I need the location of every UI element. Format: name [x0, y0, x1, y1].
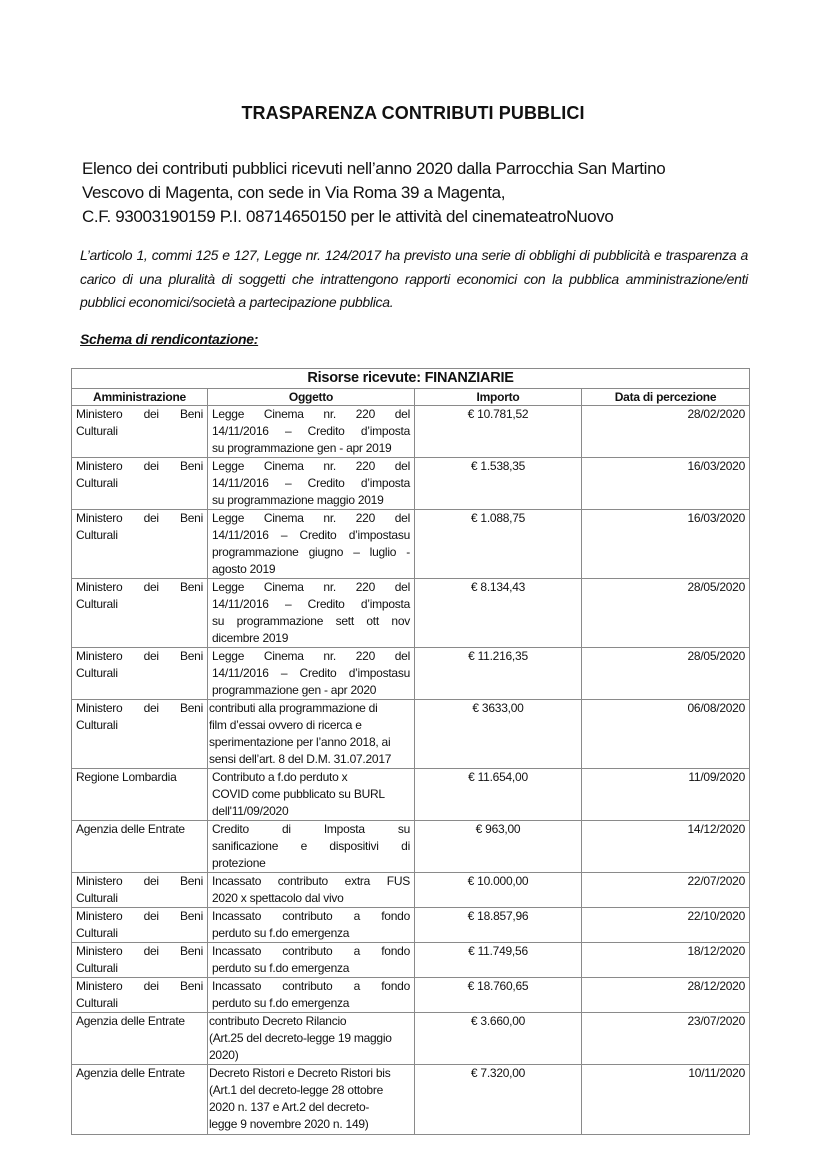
cell-amministrazione: Ministero dei Beni Culturali [72, 458, 208, 510]
table-row [72, 943, 750, 978]
cell-importo: € 963,00 [415, 821, 582, 873]
oggetto-line: 2020) [209, 1048, 239, 1062]
cell-importo: € 10.781,52 [415, 406, 582, 458]
table-row [72, 908, 750, 943]
oggetto-line: Legge Cinema nr. 220 del [212, 649, 410, 663]
cell-amministrazione: Ministero dei Beni Culturali [72, 943, 208, 978]
oggetto-line: 14/11/2016 – Credito d’impostasu [212, 666, 410, 680]
cell-importo: € 11.749,56 [415, 943, 582, 978]
document-title: TRASPARENZA CONTRIBUTI PUBBLICI [241, 103, 585, 123]
oggetto-line: programmazione giugno – luglio - [212, 545, 410, 559]
oggetto-line: legge 9 novembre 2020 n. 149) [209, 1117, 369, 1131]
oggetto-line: agosto 2019 [212, 562, 276, 576]
schema-heading: Schema di rendicontazione: [80, 331, 259, 347]
cell-amministrazione: Regione Lombardia [72, 769, 208, 821]
cell-amministrazione: Ministero dei Beni Culturali [72, 978, 208, 1013]
table-row [72, 769, 750, 821]
column-header-importo: Importo [415, 389, 582, 406]
table-row [72, 406, 750, 458]
oggetto-line: contributo Decreto Rilancio [209, 1014, 347, 1028]
cell-oggetto [208, 1013, 415, 1065]
oggetto-line: 14/11/2016 – Credito d’imposta [212, 597, 410, 611]
cell-amministrazione: Ministero dei Beni Culturali [72, 579, 208, 648]
oggetto-line: Contributo a f.do perduto x [212, 770, 348, 784]
oggetto-line: programmazione gen - apr 2020 [212, 683, 377, 697]
cell-data-percezione: 16/03/2020 [582, 458, 750, 510]
cell-data-percezione: 11/09/2020 [582, 769, 750, 821]
table-row [72, 1065, 750, 1135]
intro-line: Vescovo di Magenta, con sede in Via Roma 39 a Magenta, [82, 183, 506, 202]
oggetto-line: 2020 x spettacolo dal vivo [212, 891, 344, 905]
cell-oggetto [208, 943, 415, 978]
oggetto-line: Legge Cinema nr. 220 del [212, 580, 410, 594]
oggetto-line: 14/11/2016 – Credito d’imposta [212, 424, 410, 438]
cell-amministrazione: Ministero dei Beni Culturali [72, 406, 208, 458]
cell-oggetto [208, 648, 415, 700]
table-row [72, 978, 750, 1013]
cell-data-percezione: 06/08/2020 [582, 700, 750, 769]
oggetto-line: protezione [212, 856, 266, 870]
cell-oggetto [208, 769, 415, 821]
table-row [72, 648, 750, 700]
cell-amministrazione: Agenzia delle Entrate [72, 1065, 208, 1135]
cell-data-percezione: 23/07/2020 [582, 1013, 750, 1065]
oggetto-line: 2020 n. 137 e Art.2 del decreto- [209, 1100, 370, 1114]
oggetto-line: dell'11/09/2020 [212, 804, 289, 818]
cell-importo: € 3633,00 [415, 700, 582, 769]
oggetto-line: Incassato contributo a fondo [212, 909, 410, 923]
cell-importo: € 7.320,00 [415, 1065, 582, 1135]
oggetto-line: 14/11/2016 – Credito d’imposta [212, 476, 410, 490]
cell-data-percezione: 28/02/2020 [582, 406, 750, 458]
cell-data-percezione: 28/12/2020 [582, 978, 750, 1013]
cell-oggetto [208, 406, 415, 458]
cell-data-percezione: 14/12/2020 [582, 821, 750, 873]
intro-line: Elenco dei contributi pubblici ricevuti nell’anno 2020 dalla Parrocchia San Martino [82, 159, 666, 178]
cell-data-percezione: 22/10/2020 [582, 908, 750, 943]
cell-importo: € 11.654,00 [415, 769, 582, 821]
oggetto-line: film d’essai ovvero di ricerca e [209, 718, 362, 732]
cell-oggetto [208, 821, 415, 873]
cell-data-percezione: 28/05/2020 [582, 648, 750, 700]
cell-amministrazione: Ministero dei Beni Culturali [72, 873, 208, 908]
cell-oggetto [208, 1065, 415, 1135]
oggetto-line: dicembre 2019 [212, 631, 289, 645]
oggetto-line: sperimentazione per l’anno 2018, ai [209, 735, 391, 749]
cell-importo: € 1.538,35 [415, 458, 582, 510]
cell-oggetto [208, 510, 415, 579]
cell-amministrazione: Ministero dei Beni Culturali [72, 648, 208, 700]
oggetto-line: su programmazione sett ott nov [212, 614, 410, 628]
cell-amministrazione: Ministero dei Beni Culturali [72, 700, 208, 769]
oggetto-line: Incassato contributo a fondo [212, 944, 410, 958]
cell-amministrazione: Agenzia delle Entrate [72, 821, 208, 873]
cell-amministrazione: Ministero dei Beni Culturali [72, 510, 208, 579]
table-row [72, 873, 750, 908]
cell-data-percezione: 18/12/2020 [582, 943, 750, 978]
table-row [72, 510, 750, 579]
cell-amministrazione: Ministero dei Beni Culturali [72, 908, 208, 943]
oggetto-line: perduto su f.do emergenza [212, 926, 350, 940]
oggetto-line: perduto su f.do emergenza [212, 996, 350, 1010]
table-body [72, 406, 750, 1135]
oggetto-line: (Art.25 del decreto-legge 19 maggio [209, 1031, 392, 1045]
cell-importo: € 18.857,96 [415, 908, 582, 943]
legal-paragraph: L’articolo 1, commi 125 e 127, Legge nr. 124/2017 ha previsto una serie di obblighi di pubblicità e trasparenza a carico di una pluralità di soggetti che intrattengono rapporti economici con la pubblica amministrazione/enti pubblici economici/società a partecipazione pubblica. [80, 247, 748, 310]
oggetto-line: Decreto Ristori e Decreto Ristori bis [209, 1066, 391, 1080]
oggetto-line: Legge Cinema nr. 220 del [212, 459, 410, 473]
cell-oggetto [208, 579, 415, 648]
oggetto-line: sanificazione e dispositivi di [212, 839, 410, 853]
table-header-row [72, 389, 750, 406]
table-row [72, 458, 750, 510]
cell-oggetto [208, 908, 415, 943]
cell-importo: € 3.660,00 [415, 1013, 582, 1065]
cell-importo: € 11.216,35 [415, 648, 582, 700]
table-row [72, 821, 750, 873]
column-header-data: Data di percezione [582, 389, 750, 406]
oggetto-line: Incassato contributo a fondo [212, 979, 410, 993]
table-row [72, 700, 750, 769]
cell-data-percezione: 10/11/2020 [582, 1065, 750, 1135]
oggetto-line: contributi alla programmazione di [209, 701, 378, 715]
cell-oggetto [208, 978, 415, 1013]
oggetto-line: sensi dell’art. 8 del D.M. 31.07.2017 [209, 752, 392, 766]
table-caption: Risorse ricevute: FINANZIARIE [72, 369, 750, 389]
cell-importo: € 10.000,00 [415, 873, 582, 908]
oggetto-line: (Art.1 del decreto-legge 28 ottobre [209, 1083, 384, 1097]
cell-importo: € 18.760,65 [415, 978, 582, 1013]
intro-line: C.F. 93003190159 P.I. 08714650150 per le attività del cinemateatroNuovo [82, 207, 614, 226]
cell-oggetto [208, 873, 415, 908]
cell-importo: € 8.134,43 [415, 579, 582, 648]
table-row [72, 1013, 750, 1065]
cell-data-percezione: 28/05/2020 [582, 579, 750, 648]
oggetto-line: su programmazione maggio 2019 [212, 493, 384, 507]
oggetto-line: perduto su f.do emergenza [212, 961, 350, 975]
financial-resources-table [71, 368, 750, 1135]
cell-oggetto [208, 700, 415, 769]
table-caption-row [72, 369, 750, 389]
cell-importo: € 1.088,75 [415, 510, 582, 579]
oggetto-line: su programmazione gen - apr 2019 [212, 441, 392, 455]
cell-data-percezione: 22/07/2020 [582, 873, 750, 908]
oggetto-line: COVID come pubblicato su BURL [212, 787, 385, 801]
column-header-amministrazione: Amministrazione [72, 389, 208, 406]
cell-oggetto [208, 458, 415, 510]
oggetto-line: Incassato contributo extra FUS [212, 874, 410, 888]
oggetto-line: Legge Cinema nr. 220 del [212, 511, 410, 525]
oggetto-line: 14/11/2016 – Credito d’impostasu [212, 528, 410, 542]
intro-paragraph [82, 157, 762, 229]
cell-amministrazione: Agenzia delle Entrate [72, 1013, 208, 1065]
table-row [72, 579, 750, 648]
column-header-oggetto: Oggetto [208, 389, 415, 406]
oggetto-line: Credito di Imposta su [212, 822, 410, 836]
cell-data-percezione: 16/03/2020 [582, 510, 750, 579]
oggetto-line: Legge Cinema nr. 220 del [212, 407, 410, 421]
